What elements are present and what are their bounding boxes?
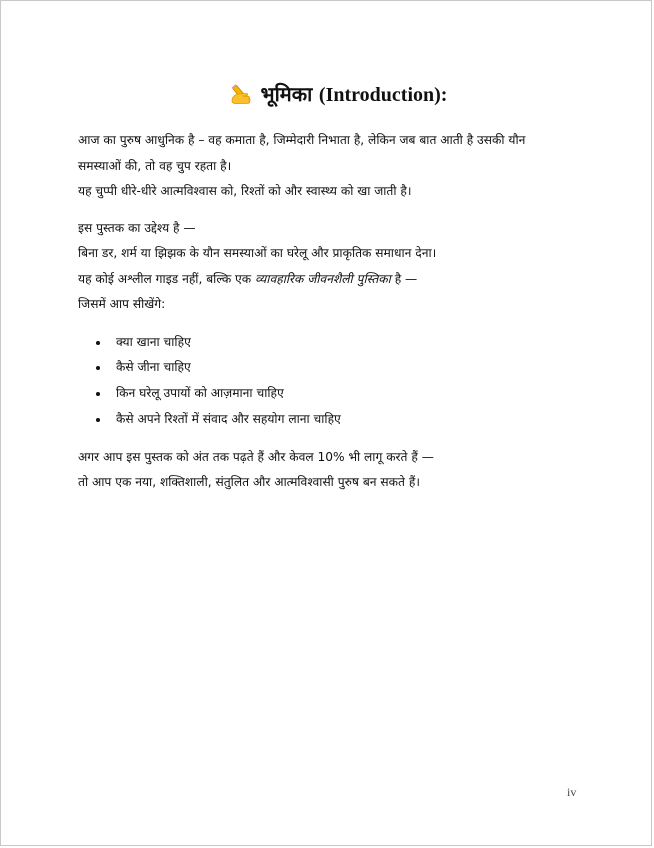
list-item bbox=[78, 407, 598, 433]
paragraph-line: समस्याओं की, तो वह चुप रहता है। bbox=[78, 158, 232, 173]
list-item bbox=[78, 381, 598, 407]
text-run: है — bbox=[390, 271, 418, 286]
section-heading bbox=[78, 79, 598, 110]
writing-hand-icon bbox=[229, 81, 257, 105]
list-item-text: कैसे जीना चाहिए bbox=[116, 360, 191, 375]
paragraph-line: अगर आप इस पुस्तक को अंत तक पढ़ते हैं और केवल 10% भी लागू करते हैं — bbox=[78, 449, 434, 464]
paragraph-conclusion bbox=[78, 445, 598, 496]
paragraph-line: जिसमें आप सीखेंगे: bbox=[78, 297, 166, 311]
emphasis-text: व्यावहारिक जीवनशैली पुस्तिका bbox=[255, 271, 391, 286]
bullet-icon bbox=[96, 341, 100, 345]
paragraph-line: बिना डर, शर्म या झिझक के यौन समस्याओं का घरेलू और प्राकृतिक समाधान देना। bbox=[78, 246, 437, 260]
list-item-text: क्या खाना चाहिए bbox=[116, 334, 191, 349]
text-run: यह कोई अश्लील गाइड नहीं, बल्कि एक bbox=[78, 271, 256, 286]
page-content bbox=[78, 79, 598, 496]
bullet-icon bbox=[96, 418, 100, 422]
list-item-text: कैसे अपने रिश्तों में संवाद और सहयोग लाना चाहिए bbox=[116, 411, 341, 426]
bullet-icon bbox=[96, 392, 100, 396]
heading-hindi: भूमिका bbox=[260, 82, 313, 106]
page-number: iv bbox=[567, 785, 577, 799]
heading-english: (Introduction): bbox=[318, 84, 448, 106]
paragraph-line: यह चुप्पी धीरे-धीरे आत्मविश्वास को, रिश्तों को और स्वास्थ्य को खा जाती है। bbox=[78, 184, 412, 198]
bullet-icon bbox=[96, 366, 100, 370]
list-item bbox=[78, 330, 598, 356]
paragraph-line: तो आप एक नया, शक्तिशाली, संतुलित और आत्मविश्वासी पुरुष बन सकते हैं। bbox=[78, 475, 420, 490]
paragraph-intro bbox=[78, 128, 598, 205]
paragraph-purpose bbox=[78, 216, 598, 318]
paragraph-line: आज का पुरुष आधुनिक है – वह कमाता है, जिम्मेदारी निभाता है, लेकिन जब बात आती है उसकी यौन bbox=[78, 133, 526, 147]
list-item-text: किन घरेलू उपायों को आज़माना चाहिए bbox=[116, 386, 284, 401]
paragraph-line: इस पुस्तक का उद्देश्य है — bbox=[78, 220, 196, 235]
bullet-list bbox=[78, 330, 598, 433]
list-item bbox=[78, 355, 598, 381]
paragraph-line bbox=[78, 267, 598, 293]
